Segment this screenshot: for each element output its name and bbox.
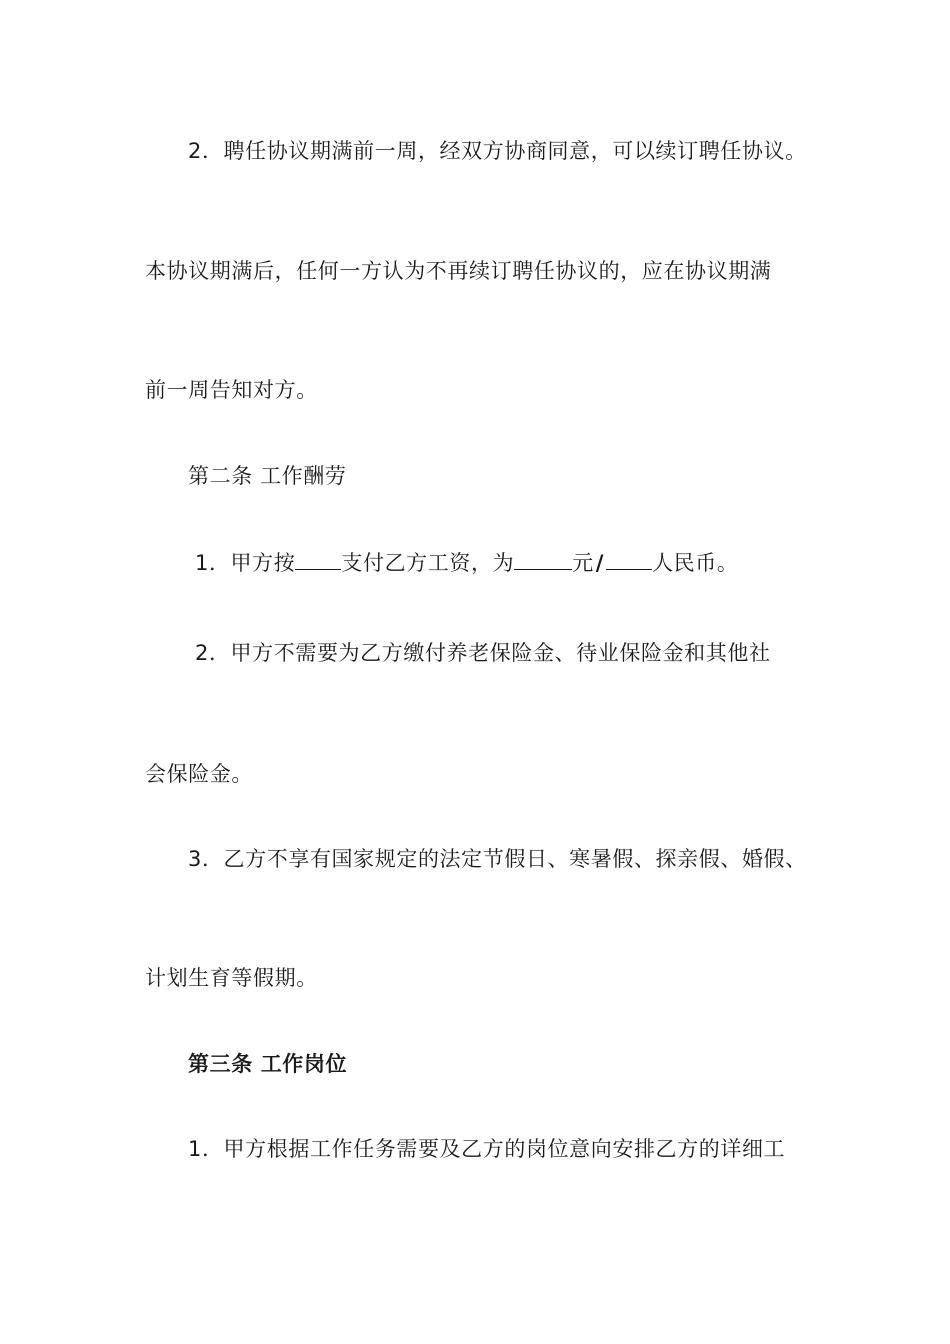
clause-insurance-line: 2．甲方不需要为乙方缴付养老保险金、待业保险金和其他社	[195, 641, 771, 665]
clause-renewal-line: 2．聘任协议期满前一周，经双方协商同意，可以续订聘任协议。	[188, 139, 807, 163]
salary-text-2: 支付乙方工资，为	[341, 551, 515, 575]
salary-amount-blank	[514, 547, 572, 570]
salary-text-3: 元	[572, 551, 594, 575]
clause-expiry-line: 本协议期满后，任何一方认为不再续订聘任协议的，应在协议期满	[145, 259, 772, 283]
salary-slash: /	[595, 551, 605, 575]
clause-position-line: 1．甲方根据工作任务需要及乙方的岗位意向安排乙方的详细工	[188, 1137, 786, 1161]
clause-holidays-line: 3．乙方不享有国家规定的法定节假日、寒暑假、探亲假、婚假、	[188, 847, 807, 871]
clause-salary-line	[195, 547, 738, 578]
salary-text-1: 1．甲方按	[195, 551, 296, 575]
clause-holidays-cont-line: 计划生育等假期。	[145, 966, 318, 990]
section-heading-compensation: 第二条 工作酬劳	[188, 464, 347, 488]
section-heading-position: 第三条 工作岗位	[188, 1052, 348, 1076]
salary-period-blank	[295, 547, 341, 570]
salary-unit-blank	[606, 547, 652, 570]
clause-notice-line: 前一周告知对方。	[145, 378, 318, 402]
salary-text-4: 人民币。	[652, 551, 739, 575]
clause-insurance-cont-line: 会保险金。	[145, 762, 253, 786]
